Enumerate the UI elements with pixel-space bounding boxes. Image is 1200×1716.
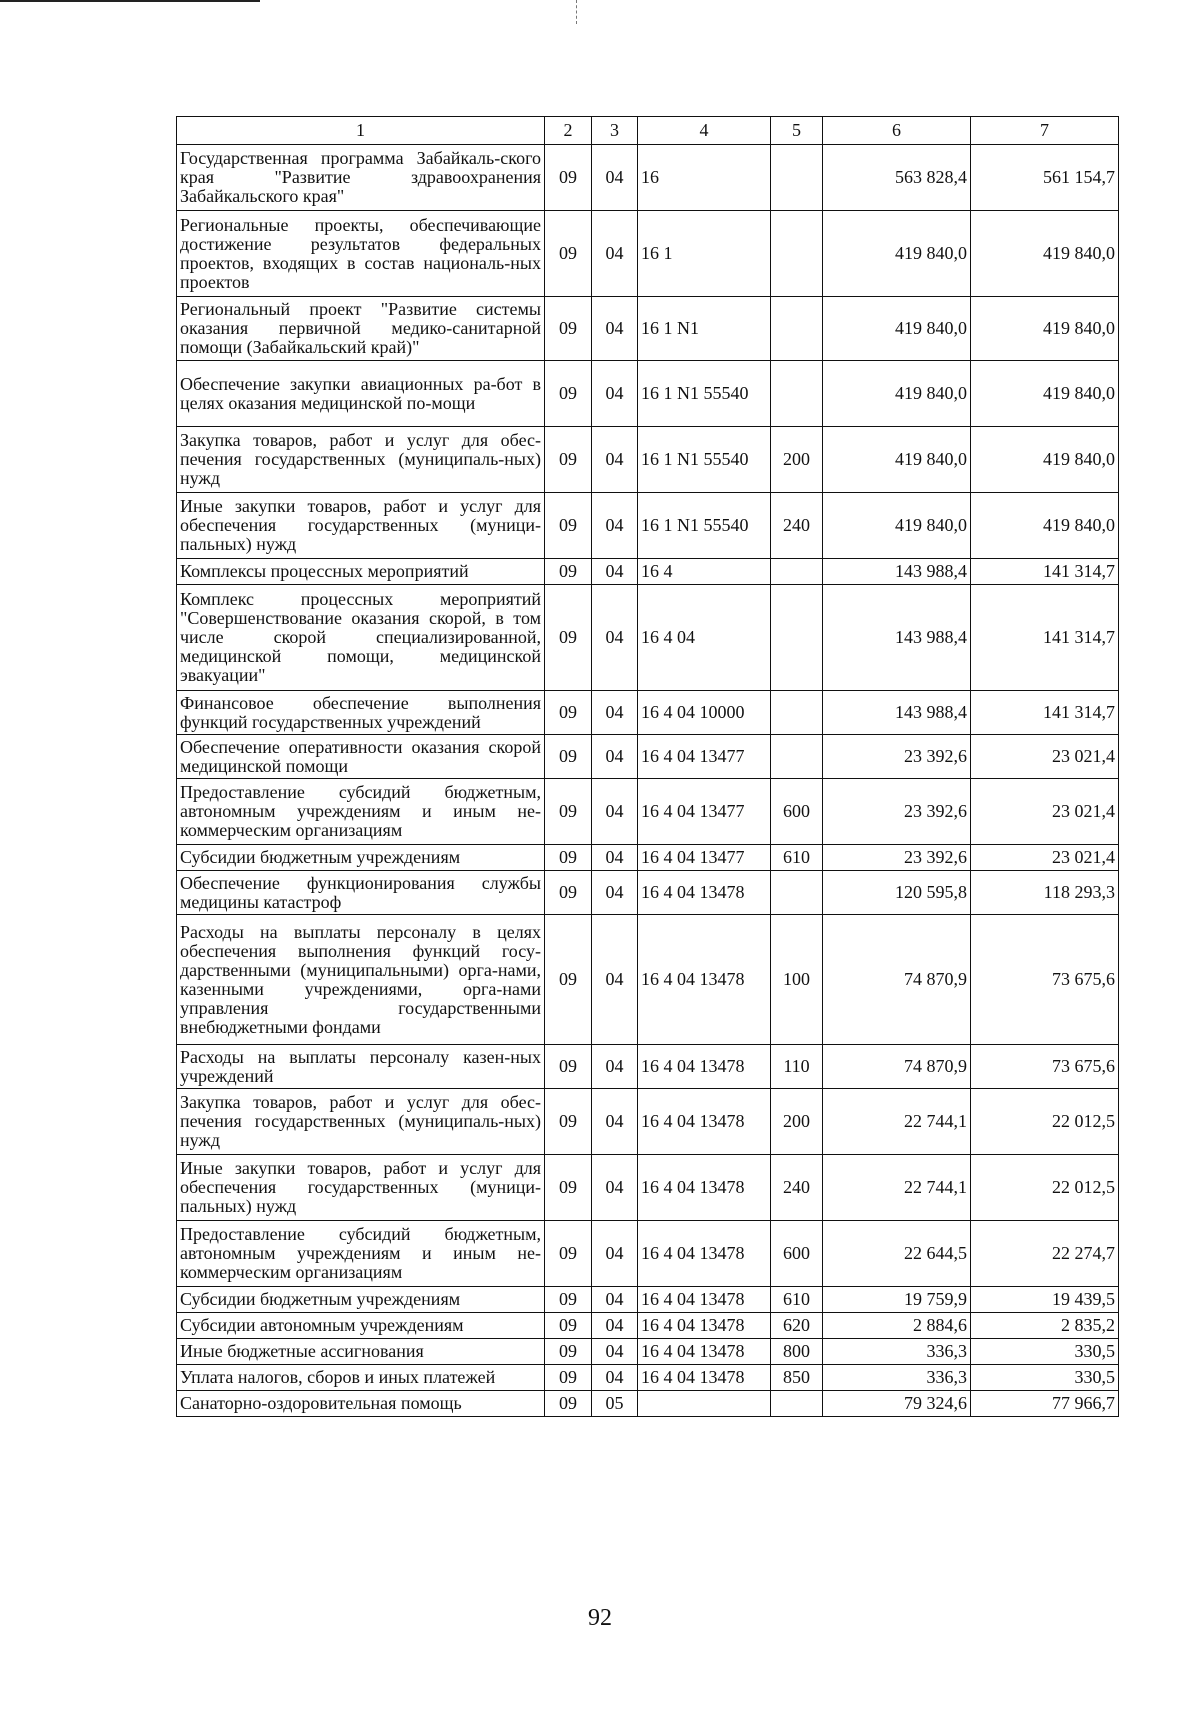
- row-subsection: 04: [592, 1045, 638, 1089]
- row-amount-year-1: 22 644,5: [823, 1221, 971, 1287]
- row-subsection: 04: [592, 1365, 638, 1391]
- table-row: [177, 1045, 1119, 1089]
- table-header-row: [177, 117, 1119, 145]
- header-col-6: 6: [823, 117, 971, 145]
- row-expense-type: [771, 211, 823, 297]
- table-row: [177, 1391, 1119, 1417]
- row-expense-type: 100: [771, 915, 823, 1045]
- row-expense-type: [771, 1391, 823, 1417]
- row-subsection: 04: [592, 1313, 638, 1339]
- row-amount-year-1: 23 392,6: [823, 735, 971, 779]
- row-section: 09: [545, 735, 592, 779]
- header-col-4: 4: [638, 117, 771, 145]
- row-expense-type: 600: [771, 1221, 823, 1287]
- row-amount-year-1: 23 392,6: [823, 779, 971, 845]
- row-target-item: 16 4 04 13478: [638, 1313, 771, 1339]
- row-target-item: 16 1 N1: [638, 297, 771, 361]
- row-amount-year-2: 330,5: [971, 1365, 1119, 1391]
- row-target-item: 16 4 04 13478: [638, 1339, 771, 1365]
- row-name: Финансовое обеспечение выполнения функций государственных учреждений: [177, 691, 545, 735]
- row-section: 09: [545, 915, 592, 1045]
- row-name: Закупка товаров, работ и услуг для обес-печения государственных (муниципаль-ных) нужд: [177, 427, 545, 493]
- row-section: 09: [545, 493, 592, 559]
- row-amount-year-1: 336,3: [823, 1339, 971, 1365]
- row-amount-year-2: 141 314,7: [971, 559, 1119, 585]
- row-subsection: 04: [592, 145, 638, 211]
- page-number: 92: [588, 1605, 612, 1631]
- row-name: Расходы на выплаты персоналу в целях обеспечения выполнения функций госу-дарственными (муниципальными) орга-нами, казенными учреждениями, орга-нами управления государственными внебюджетными фондами: [177, 915, 545, 1045]
- table-row: [177, 1221, 1119, 1287]
- row-amount-year-1: 143 988,4: [823, 585, 971, 691]
- row-subsection: 04: [592, 427, 638, 493]
- table-row: [177, 585, 1119, 691]
- row-amount-year-2: 330,5: [971, 1339, 1119, 1365]
- table-row: [177, 845, 1119, 871]
- row-section: 09: [545, 1313, 592, 1339]
- row-amount-year-2: 419 840,0: [971, 493, 1119, 559]
- row-name: Предоставление субсидий бюджетным, автономным учреждениям и иным не-коммерческим организациям: [177, 1221, 545, 1287]
- row-target-item: 16 4 04 13478: [638, 1045, 771, 1089]
- row-expense-type: [771, 691, 823, 735]
- row-section: 09: [545, 1045, 592, 1089]
- row-subsection: 04: [592, 1287, 638, 1313]
- row-name: Иные закупки товаров, работ и услуг для обеспечения государственных (муници-пальных) нужд: [177, 1155, 545, 1221]
- row-section: 09: [545, 297, 592, 361]
- row-amount-year-1: 22 744,1: [823, 1155, 971, 1221]
- row-expense-type: 800: [771, 1339, 823, 1365]
- row-expense-type: 110: [771, 1045, 823, 1089]
- row-name: Обеспечение оперативности оказания скорой медицинской помощи: [177, 735, 545, 779]
- row-expense-type: 600: [771, 779, 823, 845]
- header-col-3: 3: [592, 117, 638, 145]
- header-col-7: 7: [971, 117, 1119, 145]
- header-col-2: 2: [545, 117, 592, 145]
- row-target-item: 16 4 04 13478: [638, 915, 771, 1045]
- row-name: Обеспечение функционирования службы медицины катастроф: [177, 871, 545, 915]
- row-subsection: 04: [592, 691, 638, 735]
- row-amount-year-2: 23 021,4: [971, 779, 1119, 845]
- table-row: [177, 1339, 1119, 1365]
- row-amount-year-1: 19 759,9: [823, 1287, 971, 1313]
- row-name: Субсидии автономным учреждениям: [177, 1313, 545, 1339]
- budget-table: [176, 116, 1119, 1417]
- table-row: [177, 361, 1119, 427]
- row-section: 09: [545, 427, 592, 493]
- row-section: 09: [545, 1221, 592, 1287]
- row-expense-type: [771, 297, 823, 361]
- row-amount-year-2: 23 021,4: [971, 735, 1119, 779]
- table-row: [177, 1287, 1119, 1313]
- row-amount-year-2: 118 293,3: [971, 871, 1119, 915]
- table-row: [177, 297, 1119, 361]
- row-amount-year-1: 419 840,0: [823, 361, 971, 427]
- row-section: 09: [545, 1365, 592, 1391]
- row-target-item: 16 4 04 13478: [638, 1089, 771, 1155]
- row-expense-type: 610: [771, 1287, 823, 1313]
- row-amount-year-1: 419 840,0: [823, 211, 971, 297]
- row-target-item: 16 4 04 13477: [638, 845, 771, 871]
- row-amount-year-2: 561 154,7: [971, 145, 1119, 211]
- row-target-item: 16 1 N1 55540: [638, 493, 771, 559]
- page-fold-mark: [576, 0, 578, 24]
- row-expense-type: [771, 735, 823, 779]
- row-amount-year-2: 419 840,0: [971, 297, 1119, 361]
- row-subsection: 04: [592, 1155, 638, 1221]
- row-expense-type: 240: [771, 1155, 823, 1221]
- row-amount-year-1: 74 870,9: [823, 1045, 971, 1089]
- row-target-item: 16 4 04 13477: [638, 735, 771, 779]
- row-amount-year-2: 22 274,7: [971, 1221, 1119, 1287]
- row-expense-type: [771, 361, 823, 427]
- row-section: 09: [545, 585, 592, 691]
- row-expense-type: 610: [771, 845, 823, 871]
- row-amount-year-1: 2 884,6: [823, 1313, 971, 1339]
- row-expense-type: 240: [771, 493, 823, 559]
- row-section: 09: [545, 691, 592, 735]
- row-subsection: 04: [592, 585, 638, 691]
- row-name: Закупка товаров, работ и услуг для обес-печения государственных (муниципаль-ных) нужд: [177, 1089, 545, 1155]
- table-row: [177, 1089, 1119, 1155]
- row-amount-year-1: 23 392,6: [823, 845, 971, 871]
- row-section: 09: [545, 1287, 592, 1313]
- row-amount-year-1: 419 840,0: [823, 493, 971, 559]
- row-subsection: 04: [592, 1339, 638, 1365]
- row-amount-year-2: 77 966,7: [971, 1391, 1119, 1417]
- row-name: Комплексы процессных мероприятий: [177, 559, 545, 585]
- row-amount-year-1: 419 840,0: [823, 297, 971, 361]
- row-name: Предоставление субсидий бюджетным, автономным учреждениям и иным не-коммерческим организациям: [177, 779, 545, 845]
- row-amount-year-2: 141 314,7: [971, 585, 1119, 691]
- row-amount-year-2: 22 012,5: [971, 1155, 1119, 1221]
- row-section: 09: [545, 871, 592, 915]
- table-row: [177, 691, 1119, 735]
- row-name: Санаторно-оздоровительная помощь: [177, 1391, 545, 1417]
- table-row: [177, 145, 1119, 211]
- table-row: [177, 871, 1119, 915]
- row-amount-year-1: 336,3: [823, 1365, 971, 1391]
- row-section: 09: [545, 779, 592, 845]
- row-name: Расходы на выплаты персоналу казен-ных учреждений: [177, 1045, 545, 1089]
- row-amount-year-1: 563 828,4: [823, 145, 971, 211]
- row-name: Обеспечение закупки авиационных ра-бот в целях оказания медицинской по-мощи: [177, 361, 545, 427]
- row-expense-type: 200: [771, 427, 823, 493]
- row-name: Субсидии бюджетным учреждениям: [177, 845, 545, 871]
- page-top-line: [0, 0, 260, 2]
- row-subsection: 04: [592, 1089, 638, 1155]
- row-target-item: 16 1: [638, 211, 771, 297]
- row-target-item: 16 4 04 13478: [638, 1365, 771, 1391]
- row-subsection: 04: [592, 779, 638, 845]
- row-name: Иные бюджетные ассигнования: [177, 1339, 545, 1365]
- row-amount-year-1: 419 840,0: [823, 427, 971, 493]
- table-row: [177, 559, 1119, 585]
- row-amount-year-1: 120 595,8: [823, 871, 971, 915]
- row-target-item: 16: [638, 145, 771, 211]
- row-name: Субсидии бюджетным учреждениям: [177, 1287, 545, 1313]
- table-row: [177, 1365, 1119, 1391]
- table-row: [177, 493, 1119, 559]
- row-amount-year-2: 22 012,5: [971, 1089, 1119, 1155]
- row-section: 09: [545, 1391, 592, 1417]
- row-subsection: 04: [592, 915, 638, 1045]
- row-section: 09: [545, 559, 592, 585]
- row-name: Государственная программа Забайкаль-ского края "Развитие здравоохранения Забайкальского края": [177, 145, 545, 211]
- row-amount-year-2: 23 021,4: [971, 845, 1119, 871]
- table-row: [177, 1155, 1119, 1221]
- row-section: 09: [545, 211, 592, 297]
- row-expense-type: 850: [771, 1365, 823, 1391]
- row-target-item: 16 4 04 13478: [638, 871, 771, 915]
- row-amount-year-2: 419 840,0: [971, 211, 1119, 297]
- header-col-1: 1: [177, 117, 545, 145]
- row-section: 09: [545, 845, 592, 871]
- row-amount-year-1: 143 988,4: [823, 559, 971, 585]
- header-col-5: 5: [771, 117, 823, 145]
- row-name: Региональный проект "Развитие системы оказания первичной медико-санитарной помощи (Забайкальский край)": [177, 297, 545, 361]
- row-name: Региональные проекты, обеспечивающие достижение результатов федеральных проектов, входящих в состав националь-ных проектов: [177, 211, 545, 297]
- table-row: [177, 915, 1119, 1045]
- row-section: 09: [545, 361, 592, 427]
- row-expense-type: [771, 559, 823, 585]
- table-row: [177, 211, 1119, 297]
- row-section: 09: [545, 1089, 592, 1155]
- row-expense-type: [771, 871, 823, 915]
- row-target-item: 16 4 04 13478: [638, 1221, 771, 1287]
- row-target-item: [638, 1391, 771, 1417]
- row-name: Иные закупки товаров, работ и услуг для обеспечения государственных (муници-пальных) нужд: [177, 493, 545, 559]
- row-expense-type: 200: [771, 1089, 823, 1155]
- row-subsection: 04: [592, 871, 638, 915]
- row-subsection: 05: [592, 1391, 638, 1417]
- row-amount-year-2: 2 835,2: [971, 1313, 1119, 1339]
- row-name: Уплата налогов, сборов и иных платежей: [177, 1365, 545, 1391]
- row-subsection: 04: [592, 297, 638, 361]
- table-row: [177, 427, 1119, 493]
- row-subsection: 04: [592, 845, 638, 871]
- row-subsection: 04: [592, 735, 638, 779]
- row-section: 09: [545, 1155, 592, 1221]
- row-target-item: 16 1 N1 55540: [638, 361, 771, 427]
- table-row: [177, 779, 1119, 845]
- row-section: 09: [545, 145, 592, 211]
- row-subsection: 04: [592, 493, 638, 559]
- table-row: [177, 1313, 1119, 1339]
- row-amount-year-2: 419 840,0: [971, 427, 1119, 493]
- row-amount-year-1: 22 744,1: [823, 1089, 971, 1155]
- row-target-item: 16 1 N1 55540: [638, 427, 771, 493]
- row-amount-year-2: 19 439,5: [971, 1287, 1119, 1313]
- row-subsection: 04: [592, 1221, 638, 1287]
- row-name: Комплекс процессных мероприятий "Совершенствование оказания скорой, в том числе скорой специализированной, медицинской помощи, медицинской эвакуации": [177, 585, 545, 691]
- row-section: 09: [545, 1339, 592, 1365]
- row-amount-year-2: 141 314,7: [971, 691, 1119, 735]
- row-amount-year-1: 143 988,4: [823, 691, 971, 735]
- row-amount-year-2: 419 840,0: [971, 361, 1119, 427]
- row-amount-year-1: 79 324,6: [823, 1391, 971, 1417]
- row-target-item: 16 4 04: [638, 585, 771, 691]
- row-amount-year-2: 73 675,6: [971, 1045, 1119, 1089]
- row-expense-type: [771, 585, 823, 691]
- row-subsection: 04: [592, 559, 638, 585]
- row-amount-year-2: 73 675,6: [971, 915, 1119, 1045]
- row-subsection: 04: [592, 211, 638, 297]
- row-target-item: 16 4 04 13477: [638, 779, 771, 845]
- row-target-item: 16 4 04 10000: [638, 691, 771, 735]
- row-subsection: 04: [592, 361, 638, 427]
- row-amount-year-1: 74 870,9: [823, 915, 971, 1045]
- row-target-item: 16 4 04 13478: [638, 1287, 771, 1313]
- row-target-item: 16 4 04 13478: [638, 1155, 771, 1221]
- row-target-item: 16 4: [638, 559, 771, 585]
- table-row: [177, 735, 1119, 779]
- row-expense-type: 620: [771, 1313, 823, 1339]
- row-expense-type: [771, 145, 823, 211]
